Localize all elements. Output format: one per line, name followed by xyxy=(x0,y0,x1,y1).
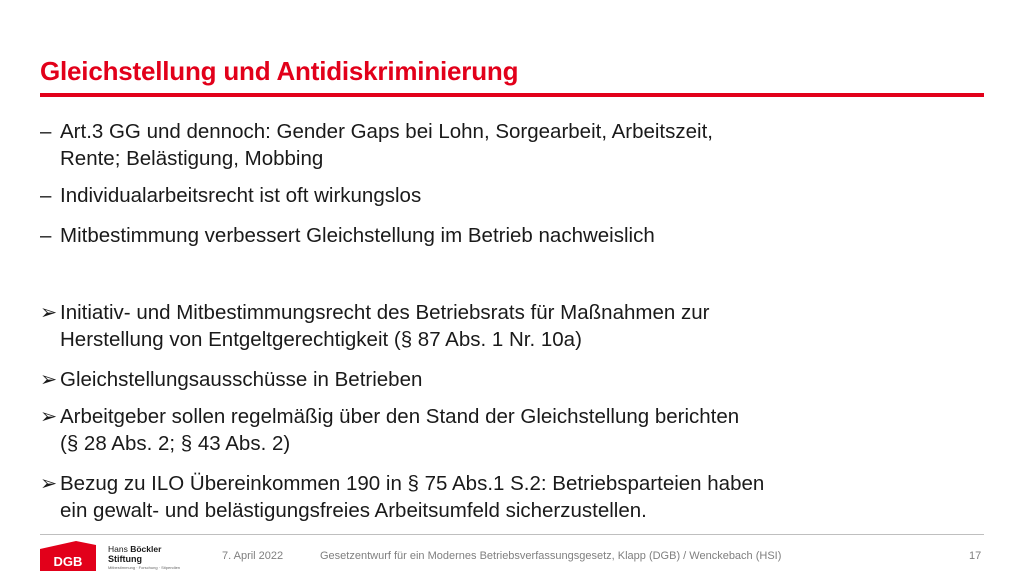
arrow-bullet-icon: ➢ xyxy=(40,405,58,428)
list-item-line: Rente; Belästigung, Mobbing xyxy=(60,147,324,170)
slide-title: Gleichstellung und Antidiskriminierung xyxy=(40,56,519,86)
list-item xyxy=(60,403,739,457)
list-item-line: Individualarbeitsrecht ist oft wirkungslos xyxy=(60,184,422,207)
list-item-line: Art.3 GG und dennoch: Gender Gaps bei Lohn, Sorgearbeit, Arbeitszeit, xyxy=(60,120,713,143)
footer-source: Gesetzentwurf für ein Modernes Betriebsverfassungsgesetz, Klapp (DGB) / Wenckebach (HSI) xyxy=(320,550,782,562)
list-item xyxy=(60,299,709,353)
title-underline xyxy=(40,93,984,97)
dash-bullet-icon: – xyxy=(40,224,52,247)
arrow-bullet-icon: ➢ xyxy=(40,368,58,391)
list-item xyxy=(60,118,713,172)
footer-date: 7. April 2022 xyxy=(222,550,284,562)
hans-boeckler-stiftung-logo xyxy=(108,544,198,574)
list-item-line: Mitbestimmung verbessert Gleichstellung im Betrieb nachweislich xyxy=(60,224,655,247)
dash-bullet-icon: – xyxy=(40,120,52,143)
list-item xyxy=(60,366,422,393)
list-item-line: Herstellung von Entgeltgerechtigkeit (§ 87 Abs. 1 Nr. 10a) xyxy=(60,328,582,351)
list-item-line: Initiativ- und Mitbestimmungsrecht des Betriebsrats für Maßnahmen zur xyxy=(60,301,710,324)
page-number: 17 xyxy=(969,550,982,562)
hb-logo-text: Böckler xyxy=(130,544,162,554)
dgb-logo-text: DGB xyxy=(53,554,83,569)
list-item-line: Gleichstellungsausschüsse in Betrieben xyxy=(60,368,423,391)
hb-logo-tagline: Mitbestimmung · Forschung · Stipendien xyxy=(108,565,181,570)
list-item-line: Arbeitgeber sollen regelmäßig über den Stand der Gleichstellung berichten xyxy=(60,405,740,428)
footer-divider xyxy=(40,534,984,535)
arrow-bullet-icon: ➢ xyxy=(40,301,58,324)
list-item-line: ein gewalt- und belästigungsfreies Arbeitsumfeld sicherzustellen. xyxy=(60,499,647,522)
arrow-bullet-icon: ➢ xyxy=(40,472,58,495)
list-item xyxy=(60,182,421,209)
dash-bullet-icon: – xyxy=(40,184,52,207)
list-item xyxy=(60,470,764,524)
list-item xyxy=(60,222,655,249)
list-item-line: (§ 28 Abs. 2; § 43 Abs. 2) xyxy=(60,432,291,455)
hb-logo-text: Stiftung xyxy=(108,554,142,564)
list-item-line: Bezug zu ILO Übereinkommen 190 in § 75 Abs.1 S.2: Betriebsparteien haben xyxy=(60,472,765,495)
dgb-logo xyxy=(40,541,96,571)
hb-logo-text: Hans xyxy=(108,544,131,554)
